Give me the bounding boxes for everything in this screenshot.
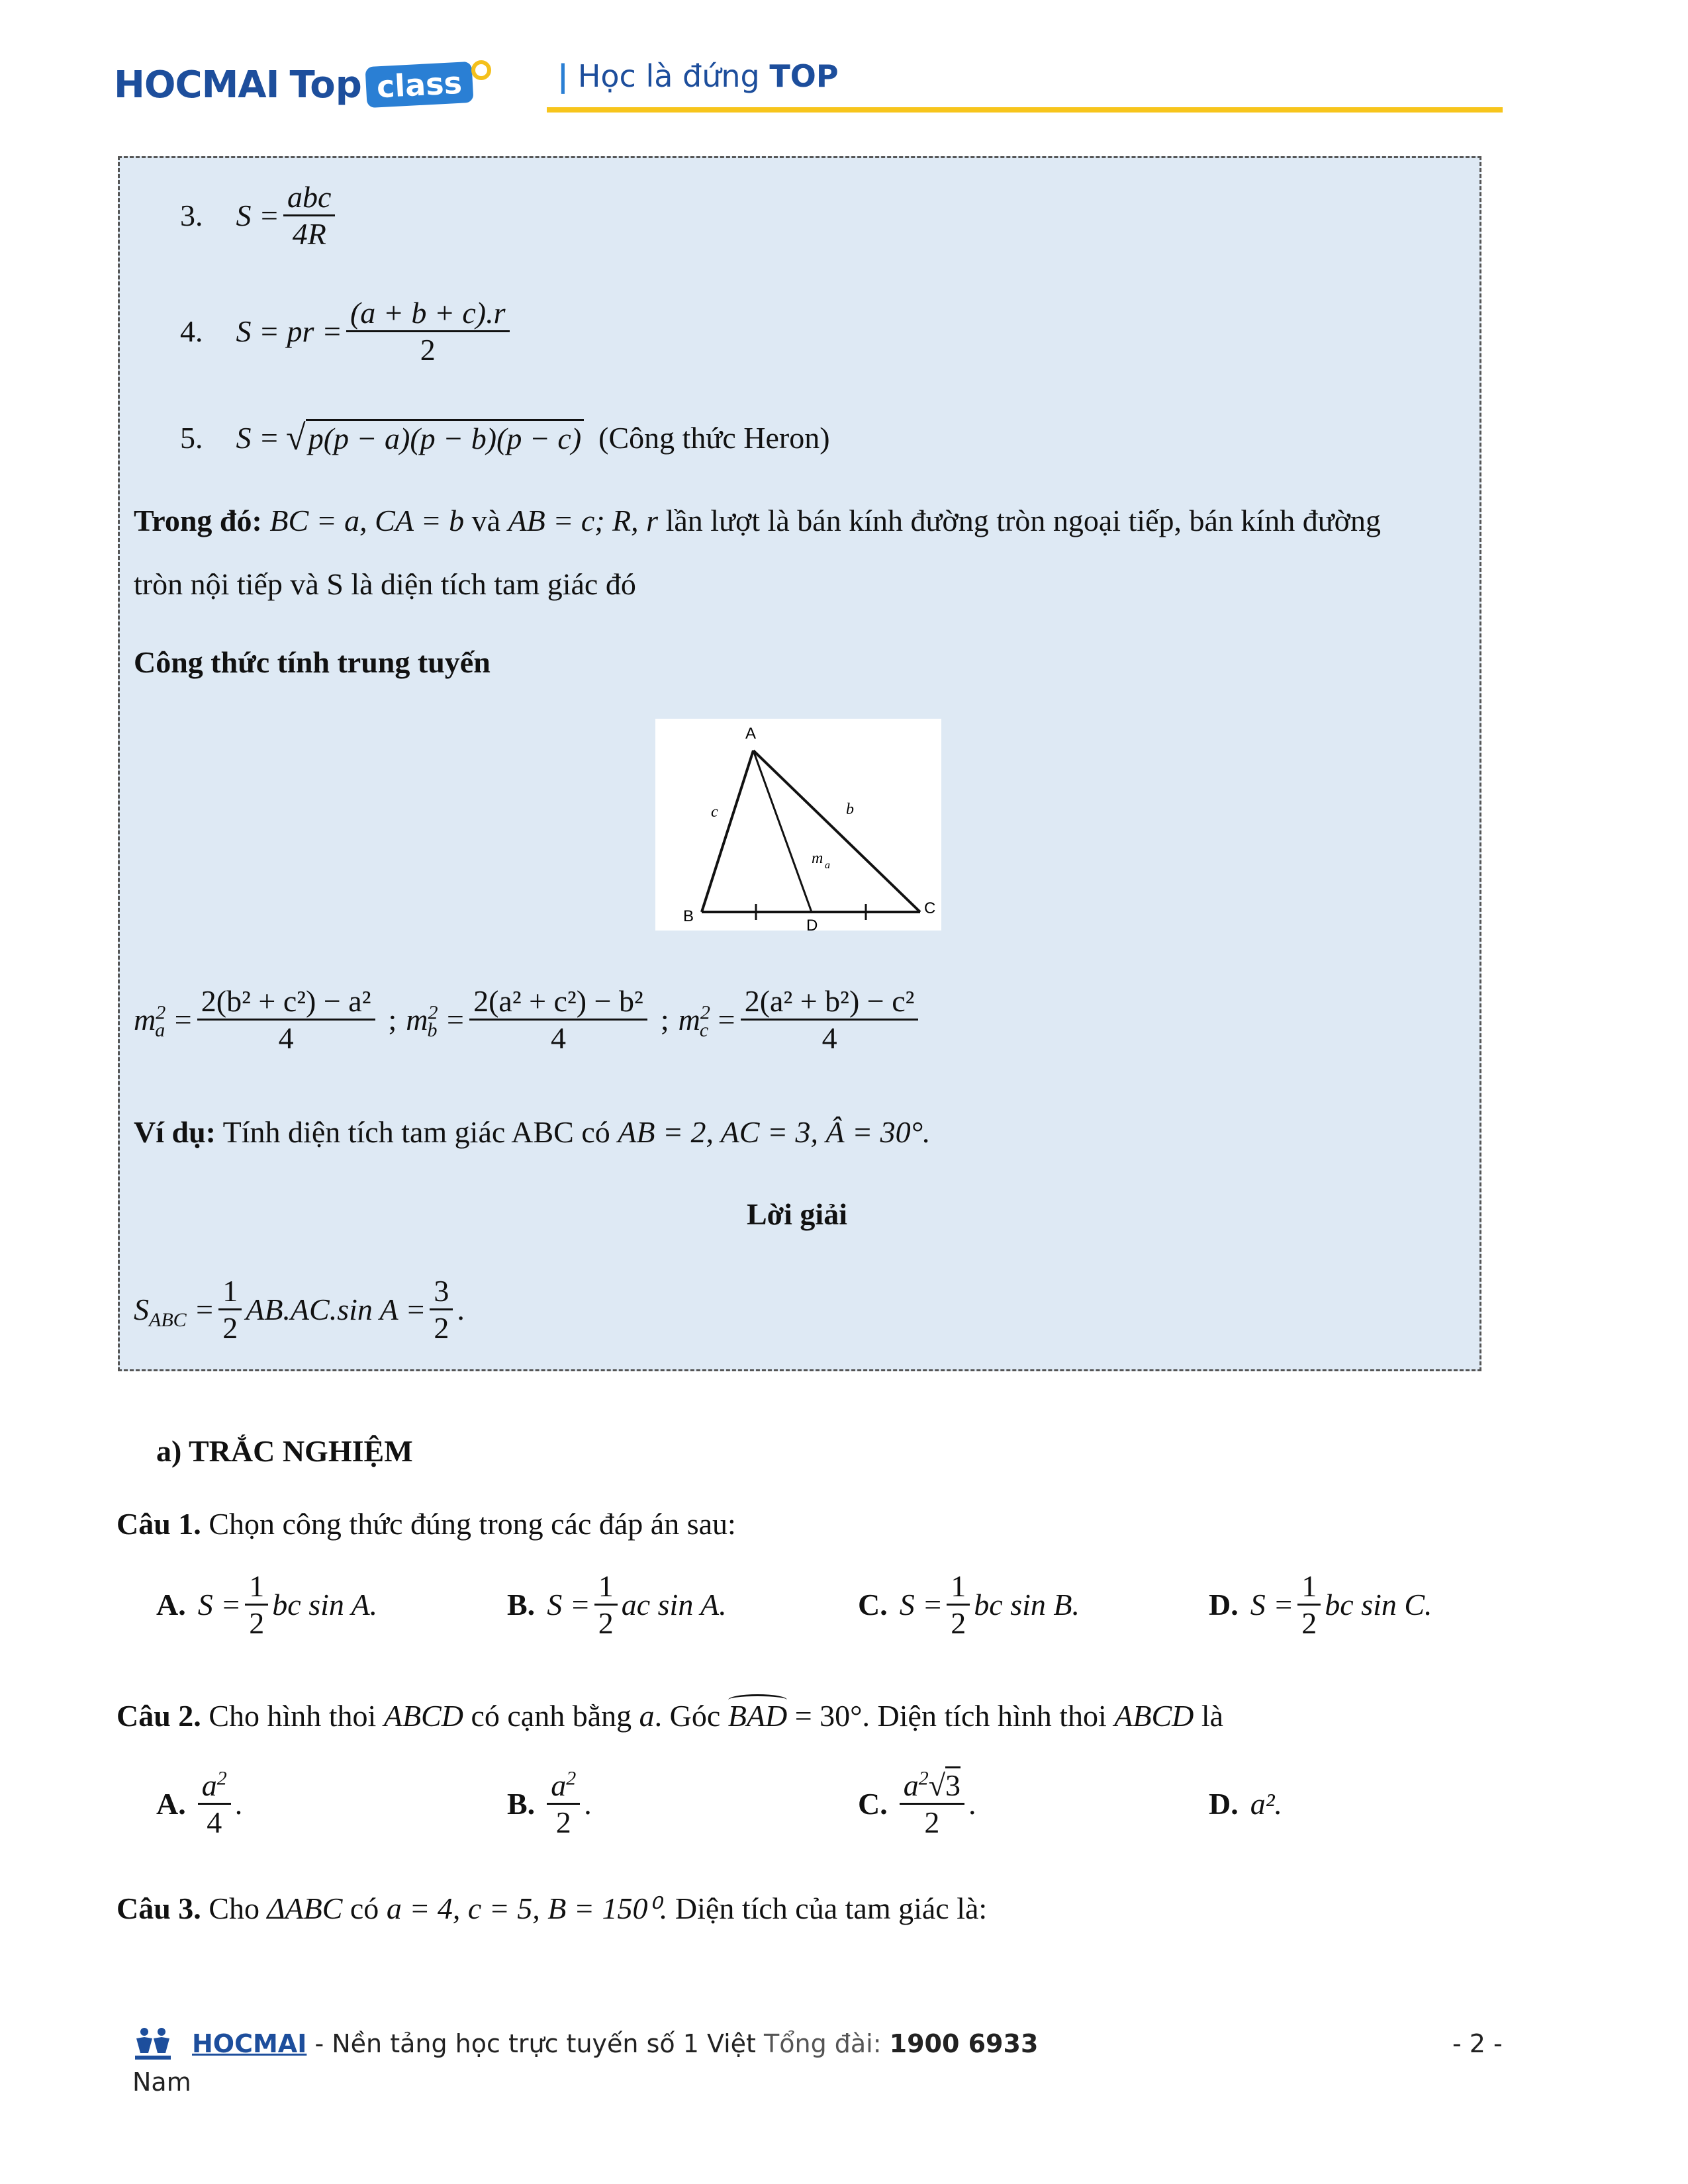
formula-5-note: (Công thức Heron) [598,420,830,455]
median-figure [655,719,941,931]
solution-result-den: 2 [430,1308,453,1345]
q2-angle: BAD [728,1698,787,1733]
question-2: Câu 2. Cho hình thoi ABCD có cạnh bằng a. Góc BAD = 30°. Diện tích hình thoi ABCD là [117,1698,1223,1733]
q3-label: Câu 3. [117,1891,201,1925]
mb-denominator: 4 [469,1019,647,1056]
formula-4-fraction [346,295,510,367]
tagline-text: Học là đứng [577,58,770,94]
ma-fraction [197,983,375,1056]
logo-class-text: class [365,62,473,108]
q1-text: Chọn công thức đúng trong các đáp án sau: [201,1507,736,1541]
hocmai-topclass-logo [114,58,473,111]
solution-line: $S_{ABC}$ = $\frac{1}{2}$ AB.AC.sin A = $\frac{3}{2}$ . [134,1273,465,1345]
page-number: - 2 - [1452,2029,1503,2058]
label-b-vertex: B [683,907,694,925]
footer [192,2029,1038,2058]
q2-option-a[interactable]: A. $\frac{a^2}{4}$ . [156,1767,243,1839]
where-text-1: lần lượt là bán kính đường tròn ngoại tiếp, bán kính đường [658,504,1381,537]
q2-option-d[interactable]: D. a². [1209,1786,1283,1821]
mb-numerator: 2(a² + c²) − b² [473,983,643,1018]
solution-heading: Lời giải [747,1197,847,1231]
formula-3-number: 3. [180,198,203,232]
mb-lhs: $m^2_b$ = [406,1001,466,1041]
label-side-b: b [846,801,854,818]
formula-3-lhs: S = [236,198,280,232]
solution-half-den: 2 [218,1308,242,1345]
tagline-bold: TOP [769,58,839,94]
label-side-c: c [711,803,718,821]
formula-3-denominator: 4R [283,214,335,251]
label-median-m: m [812,850,823,867]
section-heading: a) TRẮC NGHIỆM [156,1434,413,1468]
logo-top-text: Top [289,63,362,107]
example-line [134,1115,931,1150]
mc-fraction [741,983,919,1056]
footer-brand-link[interactable]: HOCMAI [192,2029,307,2058]
footer-text: - Nền tảng học trực tuyến số 1 Việt [306,2029,756,2058]
question-1 [117,1506,736,1541]
solution-result-num: 3 [434,1273,449,1308]
header-tagline [557,58,839,94]
formula-4-denominator: 2 [346,330,510,367]
solution-lhs: $S_{ABC}$ = [134,1292,215,1331]
formula-5-number: 5. [180,420,203,455]
formula-3-numerator: abc [287,179,332,214]
median-ad [753,751,812,912]
ma-numerator: 2(b² + c²) − a² [201,983,371,1018]
q2-option-b[interactable]: B. $\frac{a^2}{2}$ . [507,1767,592,1839]
where-paragraph: Trong đó: BC = a, CA = b và AB = c; R, r lần lượt là bán kính đường tròn ngoại tiếp, bán kính đường [134,504,1381,537]
formula-5-lhs: S = [236,420,280,455]
q1-option-a[interactable]: A. S = $\frac{1}{2}$ bc sin A. [156,1569,378,1640]
q2-label: Câu 2. [117,1699,201,1733]
ma-lhs: $m^2_a$ = [134,1001,193,1041]
footer-line-2: Nam [132,2068,191,2097]
solution-result [430,1273,453,1345]
hocmai-people-icon [132,2025,173,2062]
formula-5 [180,414,830,461]
example-math: AB = 2, AC = 3, Â = 30°. [618,1115,931,1149]
logo-hocmai-text: HOCMAI [114,63,279,107]
solution-half-num: 1 [222,1273,238,1308]
formula-3 [180,179,339,251]
label-a-vertex: A [745,725,757,743]
where-label: Trong đó: [134,504,262,537]
q1-option-c[interactable]: C. S = $\frac{1}{2}$ bc sin B. [858,1569,1080,1640]
q1-option-b[interactable]: B. S = $\frac{1}{2}$ ac sin A. [507,1569,727,1640]
where-and: và [464,504,508,537]
mc-denominator: 4 [741,1019,919,1056]
q2-option-c[interactable]: C. $\frac{a^2√3}{2}$ . [858,1767,976,1839]
triangle-svg [655,719,941,931]
logo-star-icon [471,60,491,80]
sqrt-symbol: √ [286,418,306,457]
solution-half [218,1273,242,1345]
label-d-point: D [806,917,818,931]
footer-hotline: 1900 6933 [889,2029,1039,2058]
formula-5-radicand: p(p − a)(p − b)(p − c) [306,419,584,456]
label-median-sub: a [825,860,830,871]
side-ab [702,751,753,912]
formula-4-number: 4. [180,314,203,348]
mc-lhs: $m^2_c$ = [678,1001,737,1041]
formula-4-numerator: (a + b + c).r [350,295,506,330]
ma-denominator: 4 [197,1019,375,1056]
median-formulas: $m^2_a$ = $\frac{\text{2(b² + c²) − a²}}{4}$ ; $m^2_b$ = $\frac{\text{2(a² + c²) − b²}}{4}$ ; $m^2_c$ = $\frac{\text{2(a² + b²) − c²}}{4}$ [134,973,922,1066]
q2-options [156,1760,1480,1846]
q1-label: Câu 1. [117,1507,201,1541]
mc-numerator: 2(a² + b²) − c² [744,983,915,1018]
q1-options [156,1565,1480,1644]
example-text: Tính diện tích tam giác ABC có [215,1115,618,1149]
tagline-divider: | [557,58,569,94]
logo-class-badge [362,64,473,105]
question-3: Câu 3. Cho ΔABC có a = 4, c = 5, B = 150⁰. Diện tích của tam giác là: [117,1891,988,1925]
example-label: Ví dụ: [134,1115,216,1149]
header-underline [547,107,1503,113]
formula-4 [180,291,514,371]
side-ac [753,751,920,912]
q1-option-d[interactable]: D. S = $\frac{1}{2}$ bc sin C. [1209,1569,1432,1640]
where-paragraph-line2: tròn nội tiếp và S là diện tích tam giác đó [134,567,636,601]
median-heading: Công thức tính trung tuyến [134,645,491,679]
mb-fraction [469,983,647,1056]
solution-middle: AB.AC.sin A = [246,1292,426,1326]
label-c-vertex: C [924,899,936,917]
formula-3-fraction [283,179,335,251]
footer-hotline-label: Tổng đài: [755,2029,890,2058]
formula-4-lhs: S = pr = [236,314,342,348]
